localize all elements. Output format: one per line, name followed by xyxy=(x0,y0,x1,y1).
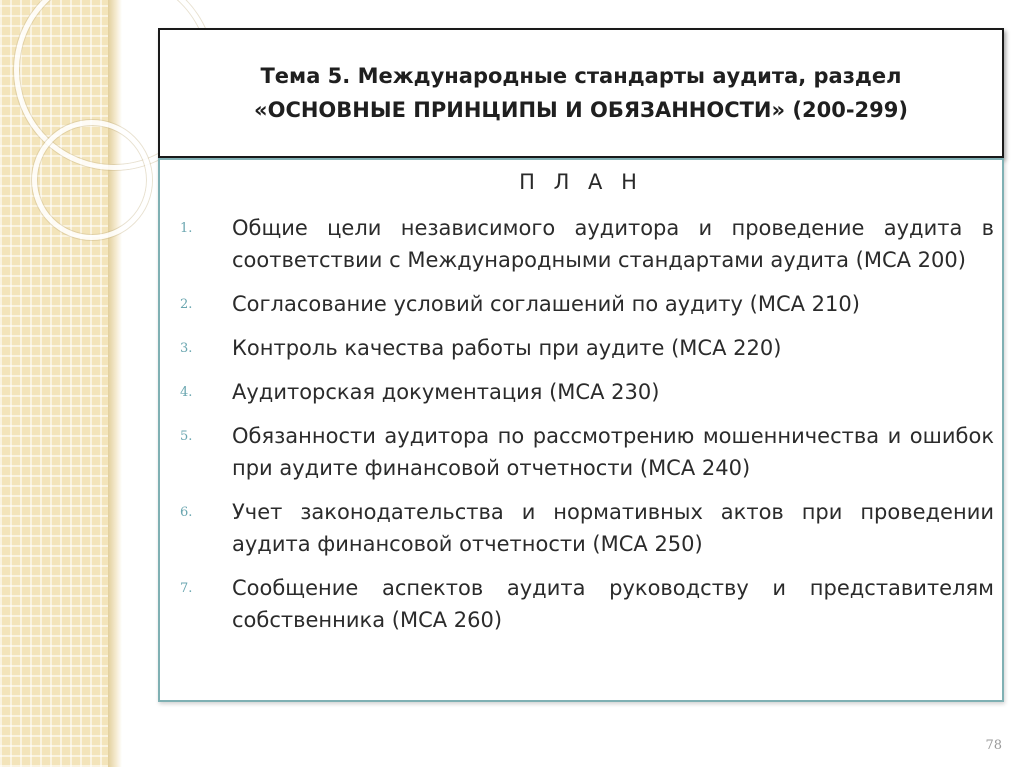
plan-item-number: 7. xyxy=(180,581,193,596)
plan-heading: П Л А Н xyxy=(519,170,643,194)
plan-item xyxy=(180,332,994,364)
plan-item xyxy=(180,288,994,320)
plan-list xyxy=(180,212,994,648)
plan-item-text: Учет законодательства и нормативных актов при проведении аудита финансовой отчетности (МСА 250) xyxy=(232,500,994,556)
plan-item-number: 3. xyxy=(180,341,193,356)
plan-item-text: Согласование условий соглашений по аудиту (МСА 210) xyxy=(232,292,860,316)
plan-item xyxy=(180,376,994,408)
plan-item-number: 1. xyxy=(180,221,193,236)
decorative-ring-small xyxy=(32,120,152,240)
plan-item-number: 6. xyxy=(180,505,193,520)
slide-title xyxy=(254,59,908,127)
plan-item xyxy=(180,572,994,636)
plan-item-text: Контроль качества работы при аудите (МСА 220) xyxy=(232,336,782,360)
plan-item-text: Общие цели независимого аудитора и проведение аудита в соответствии с Международными стандартами аудита (МСА 200) xyxy=(232,216,994,272)
plan-item-number: 5. xyxy=(180,429,193,444)
plan-item xyxy=(180,496,994,560)
plan-item-text: Аудиторская документация (МСА 230) xyxy=(232,380,660,404)
plan-item-text: Сообщение аспектов аудита руководству и представителям собственника (МСА 260) xyxy=(232,576,994,632)
plan-box xyxy=(158,158,1004,702)
plan-item xyxy=(180,212,994,276)
plan-item-number: 4. xyxy=(180,385,193,400)
title-box xyxy=(158,28,1004,158)
plan-item xyxy=(180,420,994,484)
plan-item-text: Обязанности аудитора по рассмотрению мошенничества и ошибок при аудите финансовой отчетности (МСА 240) xyxy=(232,424,994,480)
title-line-1: Тема 5. Международные стандарты аудита, раздел xyxy=(260,64,902,88)
page-number: 78 xyxy=(985,738,1002,753)
title-line-2: «ОСНОВНЫЕ ПРИНЦИПЫ И ОБЯЗАННОСТИ» (200-299) xyxy=(254,98,908,122)
plan-item-number: 2. xyxy=(180,297,193,312)
